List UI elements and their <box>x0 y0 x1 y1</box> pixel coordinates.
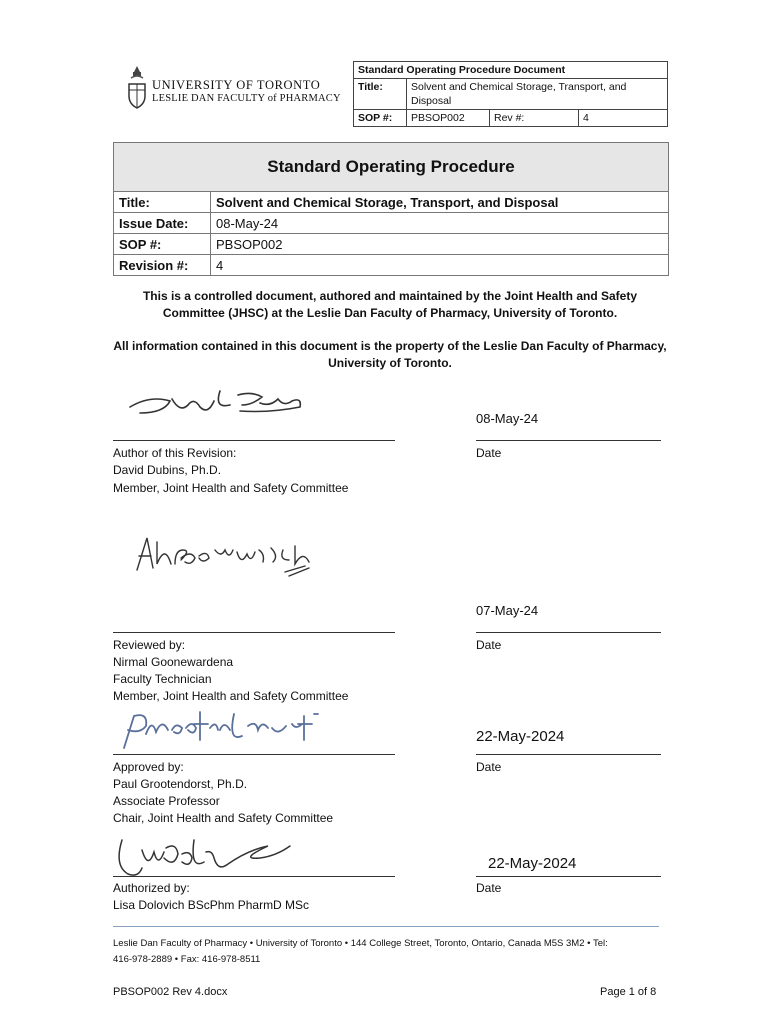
row-value: 4 <box>211 255 669 276</box>
date-line <box>476 440 661 441</box>
approver-position: Chair, Joint Health and Safety Committee <box>113 811 334 825</box>
table-row <box>114 255 668 276</box>
authorizer-role: Authorized by: <box>113 881 190 895</box>
date-label: Date <box>476 760 502 774</box>
header-title-value: Solvent and Chemical Storage, Transport, and Disposal <box>407 79 668 110</box>
authorizer-signature <box>108 832 308 880</box>
signature-line <box>113 440 395 441</box>
university-logo <box>125 64 350 114</box>
approver-signature <box>116 704 356 754</box>
date-line <box>476 632 661 633</box>
sop-box-heading: Standard Operating Procedure <box>114 143 668 192</box>
table-row <box>114 192 668 213</box>
row-value: PBSOP002 <box>211 234 669 255</box>
header-sop-value: PBSOP002 <box>407 110 490 127</box>
reviewer-position: Member, Joint Health and Safety Committee <box>113 689 349 703</box>
row-label: Issue Date: <box>114 213 211 234</box>
authorizer-name: Lisa Dolovich BScPhm PharmD MSc <box>113 898 310 912</box>
approver-name: Paul Grootendorst, Ph.D. <box>113 777 248 791</box>
footer-divider <box>113 926 659 927</box>
signature-line <box>113 632 395 633</box>
logo-university: UNIVERSITY OF TORONTO <box>152 78 321 92</box>
row-label: Revision #: <box>114 255 211 276</box>
author-signature <box>120 385 320 425</box>
date-label: Date <box>476 881 502 895</box>
header-rev-value: 4 <box>579 110 668 127</box>
date-line <box>476 754 661 755</box>
approver-role: Approved by: <box>113 760 184 774</box>
authorizer-date: 22-May-2024 <box>488 855 577 872</box>
header-sop-table <box>353 61 668 127</box>
author-date: 08-May-24 <box>476 411 539 426</box>
row-value: Solvent and Chemical Storage, Transport, and Disposal <box>216 194 559 210</box>
reviewer-title: Faculty Technician <box>113 672 212 686</box>
row-label: Title: <box>114 192 211 213</box>
controlled-document-notice: This is a controlled document, authored and maintained by the Joint Health and Safety Committee (JHSC) at the Leslie Dan Faculty of Pharmacy, University of Toronto. <box>142 289 638 320</box>
footer-page-number: Page 1 of 8 <box>600 986 657 998</box>
author-role: Author of this Revision: <box>113 446 237 460</box>
header-title-label: Title: <box>354 79 407 110</box>
footer-doc-name: PBSOP002 Rev 4.docx <box>113 986 228 998</box>
approver-title: Associate Professor <box>113 794 220 808</box>
header-sop-label: SOP #: <box>354 110 407 127</box>
reviewer-signature <box>125 530 335 580</box>
row-value: 08-May-24 <box>211 213 669 234</box>
sop-summary-table <box>114 192 668 275</box>
signature-line <box>113 876 395 877</box>
reviewer-name: Nirmal Goonewardena <box>113 655 234 669</box>
footer-address-line-1: Leslie Dan Faculty of Pharmacy • University of Toronto • 144 College Street, Toronto, Ontario, Canada M5S 3M2 • Tel: <box>113 938 608 949</box>
author-position: Member, Joint Health and Safety Committee <box>113 481 349 495</box>
author-name: David Dubins, Ph.D. <box>113 463 222 477</box>
property-notice: All information contained in this document is the property of the Leslie Dan Faculty of Pharmacy, University of Toronto. <box>113 339 667 370</box>
header-rev-label: Rev #: <box>490 110 579 127</box>
date-line <box>476 876 661 877</box>
reviewer-date: 07-May-24 <box>476 603 539 618</box>
row-label: SOP #: <box>114 234 211 255</box>
reviewer-role: Reviewed by: <box>113 638 186 652</box>
approver-date: 22-May-2024 <box>476 728 565 745</box>
table-row <box>114 234 668 255</box>
date-label: Date <box>476 446 502 460</box>
header-table-heading: Standard Operating Procedure Document <box>354 62 668 79</box>
footer-address-line-2: 416-978-2889 • Fax: 416-978-8511 <box>113 954 261 965</box>
logo-faculty: LESLIE DAN FACULTY of PHARMACY <box>152 93 341 104</box>
sop-summary-box <box>113 142 669 276</box>
footer-address <box>113 936 669 968</box>
signature-line <box>113 754 395 755</box>
table-row <box>114 213 668 234</box>
crest-icon <box>125 64 149 110</box>
date-label: Date <box>476 638 502 652</box>
